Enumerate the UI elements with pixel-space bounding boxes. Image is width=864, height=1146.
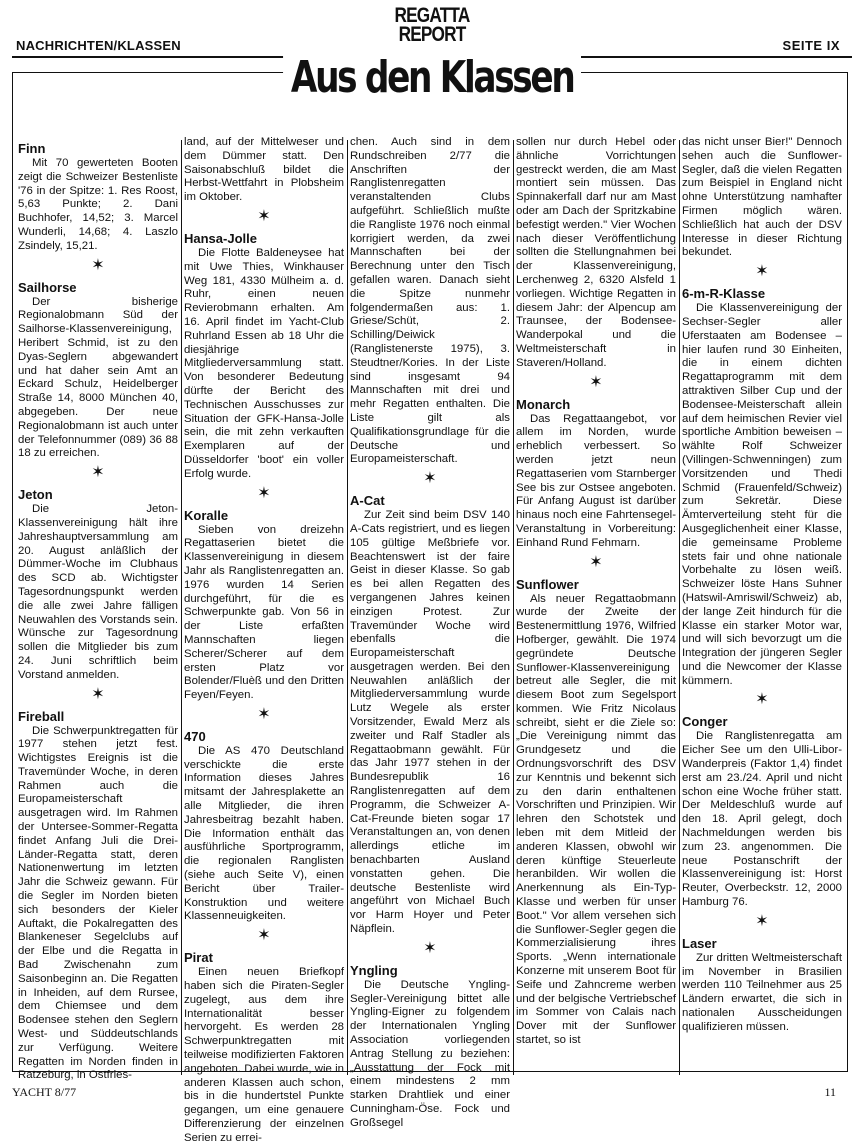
paragraph: Zur Zeit sind beim DSV 140 A-Cats registriert, und es liegen 105 gültige Meßbriefe vor. Beachtenswert ist der faire Geist in dieser Klasse. So gab es bei allen Regatten des vergangenen Jahres keinen einzigen Protest. Zur Travemünder Woche wird ebenfalls die Europameisterschaft ausgetragen werden. Bei den Neuwahlen anläßlich der Mitgliederversammlung wurde Lutz Wegele als erster Vorsitzender, Ewald Merz als zweiter und Ralf Stadler als Regattaobmann gewählt. Für das Jahr 1977 stehen in der Bundesrepublik 16 Ranglistenregatten auf dem Programm, die Schweizer A-Cat-Freunde bieten sogar 17 Veranstaltungen an, von denen allerdings etliche im benachbarten Ausland vonstatten gehen. Die deutsche Bestenliste wird angeführt von Michael Buch vor Harm Hoyer und Peter Näpflein. (350, 509, 510, 936)
footer-page-number: 11 (824, 1085, 836, 1099)
column-2 (184, 136, 344, 1144)
section-heading: A-Cat (350, 493, 385, 509)
paragraph: Das Regattaangebot, vor allem im Norden, wurde erheblich verbessert. So werden jetzt neun Regattaserien vom Starnberger See bis zur Ostsee angeboten. Für Anfang August ist darüber hinaus noch eine Fahrtensegel-Veranstaltung in Vorbereitung: Einhand Rund Fehmarn. (516, 412, 676, 549)
separator-star-icon: ✶ (755, 691, 769, 709)
section-heading: Yngling (350, 962, 398, 978)
separator-star-icon: ✶ (423, 939, 437, 957)
separator-star-icon: ✶ (755, 263, 769, 281)
column-4 (516, 136, 676, 1074)
section-heading: 470 (184, 728, 206, 744)
paragraph: Die Ranglistenregatta am Eicher See um den Ulli-Libor-Wanderpreis (Faktor 1,4) findet erst am 23./24. April und nicht schon eine Woche früher statt. Der Meldeschluß wurde auf den 18. April gelegt, doch Nachmeldungen werden bis zum 23. angenommen. Die neue Postanschrift der Klassenvereinigung ist: Horst Reuter, Overbeckstr. 12, 2000 Hamburg 76. (682, 730, 842, 909)
paragraph: Die Deutsche Yngling-Segler-Vereinigung bittet alle Yngling-Eigner zu folgendem der Internationalen Yngling Association vorliegenden Antrag Stellung zu beziehen: „Ausstattung der Fock mit einem mindestens 2 mm starken Drahtliek und einer Cunningham-Öse. Fock und Großsegel (350, 978, 510, 1129)
page-header (12, 6, 852, 58)
paragraph: Die Schwerpunktregatten für 1977 stehen jetzt fest. Wichtigstes Ereignis ist die Travemünder Woche, in deren Rahmen auch die Europameisterschaft ausgetragen wird. Im Rahmen der Untersee-Sommer-Regatta findet Anfang Juli die Drei-Länder-Regatta statt, deren Nationenwertung im letzten Jahr die Schweiz gewann. Für die Segler im Norden bieten sich besonders der Kieler Auftakt, die Pokalregatten des Blankeneser Segelclubs auf der Elbe und die Regatta in Bad Zwischenahn zum Saisonbeginn an. Die Regatten in Inheiden, auf dem Rursee, dem Chiemsee und dem Bodensee stehen den Seglern West- und Süddeutschlands zur Verfügung. Weitere Regatten im Norden finden in Ratzeburg, in Ostfries- (18, 724, 178, 1082)
column-1 (18, 136, 178, 1082)
paragraph: Sieben von dreizehn Regattaserien bietet die Klassenvereinigung in diesem Jahr als Ranglistenregatten an. 1976 wurden 14 Serien durchgeführt, für die es Schwerpunkte gab. Von 56 in der Liste erfaßten Mannschaften liegen Scherer/Scherer auf dem ersten Platz vor Bolender/Fluèß und den Dritten Feyen/Feyen. (184, 523, 344, 702)
paragraph: Zur dritten Weltmeisterschaft im November in Brasilien werden 110 Teilnehmer aus 25 Ländern erwartet, die sich in nationalen Ausscheidungen qualifizieren müssen. (682, 951, 842, 1033)
paragraph: Der bisherige Regionalobmann Süd der Sailhorse-Klassenvereinigung, Heribert Schmid, ist zu den Dyas-Seglern abgewandert und hat daher sein Amt an Eckard Schulz, Heidelberger Straße 14, 8000 München 40, abgegeben. Der neue Regionalobmann ist auch unter der Telefonnummer (089) 36 88 18 zu erreichen. (18, 295, 178, 460)
column-5 (682, 136, 842, 1074)
section-heading: 6-m-R-Klasse (682, 286, 766, 302)
logo-line-2: REPORT (398, 23, 466, 46)
section-heading: Jeton (18, 487, 53, 503)
page-label: SEITE IX (782, 38, 840, 53)
section-heading: Fireball (18, 708, 65, 724)
paragraph: Die AS 470 Deutschland verschickte die erste Information dieses Jahres mitsamt der Jahresplakette an alle Mitglieder, die ihren Jahresbeitrag bezahlt haben. Die Information enthält das ausführliche Sportprogramm, die regionalen Ranglisten (siehe auch Seite V), einen Bericht über Trailer-Konstruktion und weitere Klassenneuigkeiten. (184, 744, 344, 923)
separator-star-icon: ✶ (91, 685, 105, 703)
section-heading: Finn (18, 141, 46, 156)
paragraph-continued: das nicht unser Bier!" Dennoch sehen auch die Sunflower-Segler, daß die vielen Regatten zum Beispiel in England nicht ohne Unterstützung namhafter Firmen möglich wären. Schließlich hat auch der DSV Interesse in dieser Richtung bekundet. (682, 136, 842, 259)
separator-star-icon: ✶ (257, 705, 271, 723)
paragraph: Die Jeton-Klassenvereinigung hält ihre Jahreshauptversammlung am 20. August anläßlich der Dümmer-Woche im Clubhaus des SCD ab. Wichtigster Tagesordnungspunkt werden die alle zwei Jahre fälligen Neuwahlen des Vorstands sein. Wünsche zur Tagesordnung sollen die Mitglieder bis zum 24. Juni schriftlich beim Vorstand anmelden. (18, 503, 178, 681)
section-heading: Sailhorse (18, 279, 77, 295)
regatta-report-logo (386, 6, 477, 44)
paragraph: Die Klassenvereinigung der Sechser-Segler aller Uferstaaten am Bodensee – hier laufen rund 30 Einheiten, die in einem dichten Regattaprogramm mit dem attraktiven Silber Cup und der Bodensee-Meisterschaft allein auf dem heimischen Revier viel sportliche Ambition beweisen – wählte Rolf Schweizer (Villingen-Schwenningen) zum Vorsitzenden und Thedi Schmid (Frauenfeld/Schweiz) zum Sekretär. Diese Ämterverteilung steht für die Ausgeglichenheit einer Klasse, die gemeinsame Probleme stets fair und ohne nationale Vorbehalte zu lösen weiß. Schweizer löste Hans Suhner (Hatswil-Amriswil/Schweiz) ab, der lange Zeit hindurch für die Klasse ein starker Motor war, und will sich bevorzugt um die Integration der jüngeren Segler und die Newcomer der Klasse kümmern. (682, 302, 842, 687)
separator-star-icon: ✶ (257, 484, 271, 502)
section-heading: Conger (682, 714, 728, 730)
logo-line-1: REGATTA (394, 4, 470, 27)
paragraph: Die Flotte Baldeneysee hat mit Uwe Thies, Winkhauser Weg 181, 4330 Mülheim a. d. Ruhr, einen neuen Revierobmann erhalten. Am 16. April findet im Yacht-Club Ruhrland Essen ab 18 Uhr die diesjährige Mitgliederversammlung statt. Von besonderer Bedeutung dürfte der Bericht des Technischen Ausschusses zur Situation der GFK-Hansa-Jolle sein, die mit zehn verkauften Exemplaren auf der Düsseldorfer 'boot' ein voller Erfolg wurde. (184, 246, 344, 480)
section-heading: Pirat (184, 950, 213, 966)
separator-star-icon: ✶ (755, 912, 769, 930)
paragraph: Mit 70 gewerteten Booten zeigt die Schweizer Bestenliste '76 in der Spitze: 1. Res Roost, 5,63 Punkte; 2. Dani Buchhofer, 14,52; 3. Marcel Wunderli, 14,68; 4. Laszlo Zsindely, 15,21. (18, 157, 178, 252)
section-heading: Hansa-Jolle (184, 230, 257, 246)
paragraph: Als neuer Regattaobmann wurde der Zweite der Bestenermittlung 1976, Wilfried Hofberger, gewählt. Die 1974 gegründete Deutsche Sunflower-Klassenvereinigung betreut alle Segler, die mit diesem Boot zum Segelsport kommen. Wie Fritz Nicolaus schreibt, sieht er die Ziele so: „Die Vereinigung nimmt das Grundgesetz und die Ordnungsvorschrift des DSV zur Kenntnis und bekennt sich zu den darin enthaltenen Vorschriften und Prinzipien. Wir lehren den Schotstek und leben mit dem Mitleid der anderen Klassen, obwohl wir deren künftige Steuerleute heranbilden. Wir wollen die Anerkennung als Ein-Typ-Klasse und werben für unser Boot." Vor allem versehen sich die Sunflower-Segler gegen die Kommerzialisierung ihres Sports. „Wenn internationale Konzerne mit unserem Boot für Seife und Zahncreme werben und der belgische Vertriebschef im Sommer von Calais nach Dover mit der Sunflower startet, so ist (516, 592, 676, 1047)
separator-star-icon: ✶ (257, 207, 271, 225)
paragraph-continued: land, auf der Mittelweser und dem Dümmer statt. Den Saisonabschluß bildet die Herbst-Wettfahrt in Plobsheim im Oktober. (184, 136, 344, 204)
paragraph-continued: chen. Auch sind in dem Rundschreiben 2/77 die Anschriften der Ranglistenregatten veranstaltenden Clubs aufgeführt. Schließlich mußte die Rangliste 1976 noch einmal korrigiert werden, da zwei Mannschaften bei der Berechnung unter den Tisch gefallen waren. Danach sieht die Spitze nunmehr folgendermaßen aus: 1. Griese/Schüt, 2. Schilling/Deiwick (Ranglistenerste 1975), 3. Steudtner/Kories. In der Liste sind insgesamt 94 Mannschaften mit drei und mehr Regatten enthalten. Die Liste gilt als Qualifikationsgrundlage für die Deutsche und Europameisterschaft. (350, 136, 510, 466)
separator-star-icon: ✶ (423, 470, 437, 488)
paragraph: Einen neuen Briefkopf haben sich die Piraten-Segler zugelegt, aus dem ihre Internationalität besser hervorgeht. Es werden 28 Schwerpunktregatten mit teilweise modifizierten Faktoren angeboten. Dabei wurde, wie in anderen Klassen auch schon, bis in die hundertstel Punkte gegangen, um eine genauere Differenzierung der einzelnen Serien zu errei- (184, 966, 344, 1144)
separator-star-icon: ✶ (91, 464, 105, 482)
section-label: NACHRICHTEN/KLASSEN (16, 38, 181, 53)
section-heading: Laser (682, 935, 717, 951)
section-heading: Monarch (516, 396, 571, 412)
footer-issue: YACHT 8/77 (12, 1085, 77, 1099)
separator-star-icon: ✶ (91, 256, 105, 274)
page-title: Aus den Klassen (283, 56, 581, 100)
section-heading: Sunflower (516, 576, 579, 592)
column-3 (350, 136, 510, 1129)
separator-star-icon: ✶ (589, 373, 603, 391)
paragraph-continued: sollen nur durch Hebel oder ähnliche Vorrichtungen gestreckt werden, die am Mast montiert sein müssen. Das Spinnakerfall darf nur am Mast oder am Dach der Spritzkabine befestigt werden." Vier Wochen nach dieser Veröffentlichung sollten die Stellungnahmen bei der Klassenvereinigung, Lerchenweg 2, 6320 Alsfeld 1 vorliegen. Wichtige Regatten in diesem Jahr: der Alpencup am Traunsee, der Bodensee-Wanderpokal und die Weltmeisterschaft in Staveren/Holland. (516, 136, 676, 369)
section-heading: Koralle (184, 507, 229, 523)
title-wrap (0, 52, 864, 103)
separator-star-icon: ✶ (257, 927, 271, 945)
separator-star-icon: ✶ (589, 553, 603, 571)
